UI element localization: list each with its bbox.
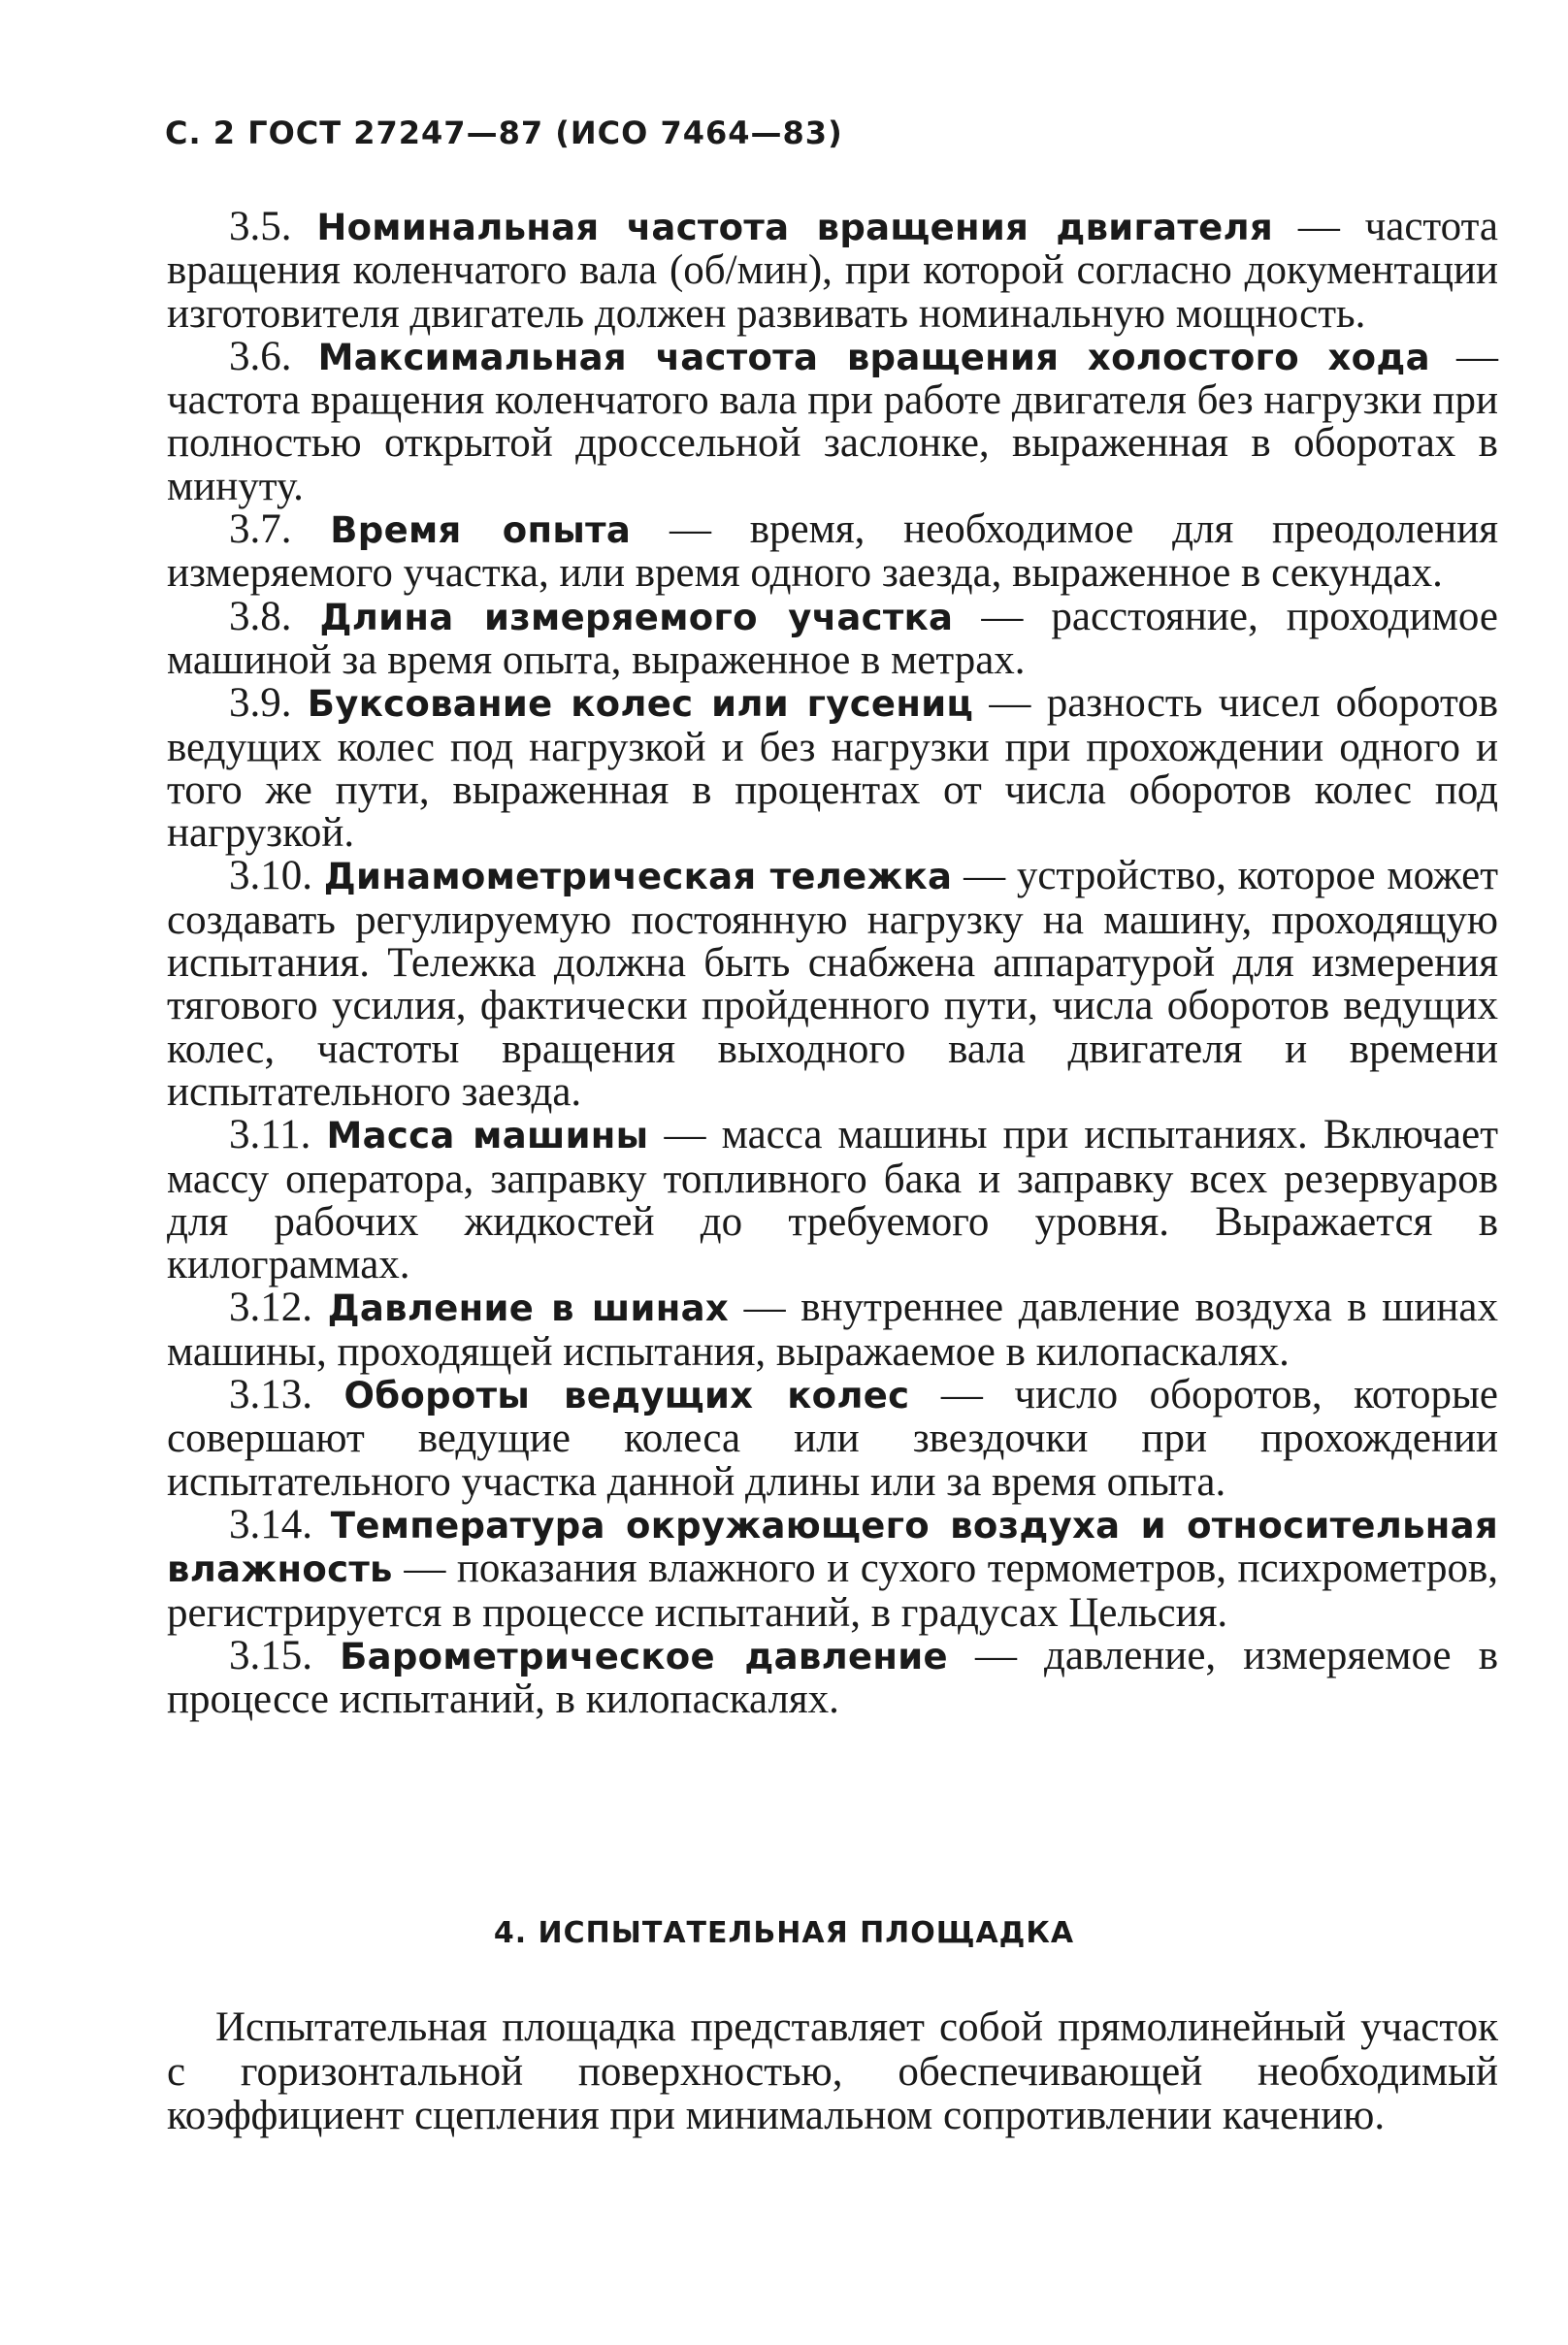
definition-number: 3.11. (229, 1112, 311, 1158)
definition-number: 3.15. (229, 1632, 312, 1678)
definition-3-13 (167, 1374, 1498, 1504)
section-body (167, 2005, 1498, 2138)
definition-text: — внутреннее давление воздуха в шинах машины, проходящей испытания, выражаемое в килопаскалях. (167, 1285, 1499, 1375)
definition-number: 3.5. (229, 204, 292, 249)
definition-3-9 (167, 682, 1498, 855)
definition-text: — расстояние, проходимое машиной за время опыта, выраженное в метрах. (167, 593, 1498, 683)
definition-3-8 (167, 593, 1498, 683)
definition-term: Обороты ведущих колес (343, 1375, 910, 1417)
definition-term: Время опыта (330, 509, 632, 552)
definition-term: Температура окружающего воздуха и относительная влажность (167, 1504, 1498, 1591)
definition-text: — показания влажного и сухого термометров, психрометров, регистрируется в процессе испытаний, в градусах Цельсия. (167, 1546, 1499, 1636)
definitions-list (167, 206, 1498, 1721)
definition-text: — устройство, которое может создавать регулируемую постоянную нагрузку на машину, проходящую испытания. Тележка должна быть снабжена аппаратурой для измерения тягового усилия, фактически пройденного пути, числа оборотов ведущих колес, частоты вращения выходного вала двигателя и времени испытательного заезда. (167, 853, 1499, 1115)
section-paragraph: Испытательная площадка представляет собой прямолинейный участок с горизонтальной поверхностью, обеспечивающей необходимый коэффициент сцепления при минимальном сопротивлении качению. (167, 2004, 1498, 2138)
definition-text: — частота вращения коленчатого вала (об/мин), при которой согласно документации изготовителя двигатель должен развивать номинальную мощность. (167, 204, 1498, 337)
definition-number: 3.8. (229, 593, 292, 639)
definition-number: 3.7. (229, 506, 292, 553)
definition-3-15 (167, 1632, 1499, 1723)
section-heading: 4. ИСПЫТАТЕЛЬНАЯ ПЛОЩАДКА (493, 1916, 1075, 1950)
definition-term: Динамометрическая тележка (323, 856, 953, 898)
definition-3-14 (167, 1501, 1499, 1636)
definition-3-6 (167, 333, 1498, 509)
definition-term: Длина измеряемого участка (319, 596, 954, 638)
definition-term: Буксование колес или гусениц (307, 683, 974, 726)
definition-term: Масса машины (326, 1115, 649, 1157)
definition-3-11 (167, 1114, 1498, 1286)
definition-term: Максимальная частота вращения холостого хода (317, 336, 1430, 378)
definition-number: 3.13. (229, 1372, 312, 1418)
definition-text: — число оборотов, которые совершают ведущие колеса или звездочки при прохождении испытательного участка данной длины или за время опыта. (167, 1372, 1498, 1505)
definition-text: — давление, измеряемое в процессе испытаний, в килопаскалях. (167, 1632, 1499, 1723)
definition-term: Номинальная частота вращения двигателя (316, 207, 1274, 248)
definition-3-10 (167, 855, 1498, 1114)
definition-3-7 (167, 508, 1498, 596)
definition-3-5 (167, 206, 1498, 336)
definition-term: Барометрическое давление (340, 1635, 948, 1677)
definition-3-12 (167, 1286, 1498, 1374)
definition-text: — масса машины при испытаниях. Включает массу оператора, заправку топливного бака и заправку всех резервуаров для рабочих жидкостей до требуемого уровня. Выражается в килограммах. (167, 1112, 1498, 1288)
running-head: С. 2 ГОСТ 27247—87 (ИСО 7464—83) (165, 114, 843, 151)
definition-term: Давление в шинах (327, 1287, 730, 1330)
definition-number: 3.9. (229, 680, 292, 727)
definition-text: — время, необходимое для преодоления измеряемого участка, или время одного заезда, выраженное в секундах. (167, 506, 1499, 597)
definition-number: 3.6. (229, 333, 292, 379)
definition-number: 3.12. (229, 1285, 312, 1331)
definition-number: 3.14. (229, 1501, 312, 1547)
definition-number: 3.10. (229, 853, 312, 899)
definition-text: — частота вращения коленчатого вала при работе двигателя без нагрузки при полностью открытой дроссельной заслонке, выраженная в оборотах в минуту. (167, 333, 1498, 509)
definition-text: — разность чисел оборотов ведущих колес под нагрузкой и без нагрузки при прохождении одного и того же пути, выраженная в процентах от числа оборотов колес под нагрузкой. (167, 680, 1499, 857)
